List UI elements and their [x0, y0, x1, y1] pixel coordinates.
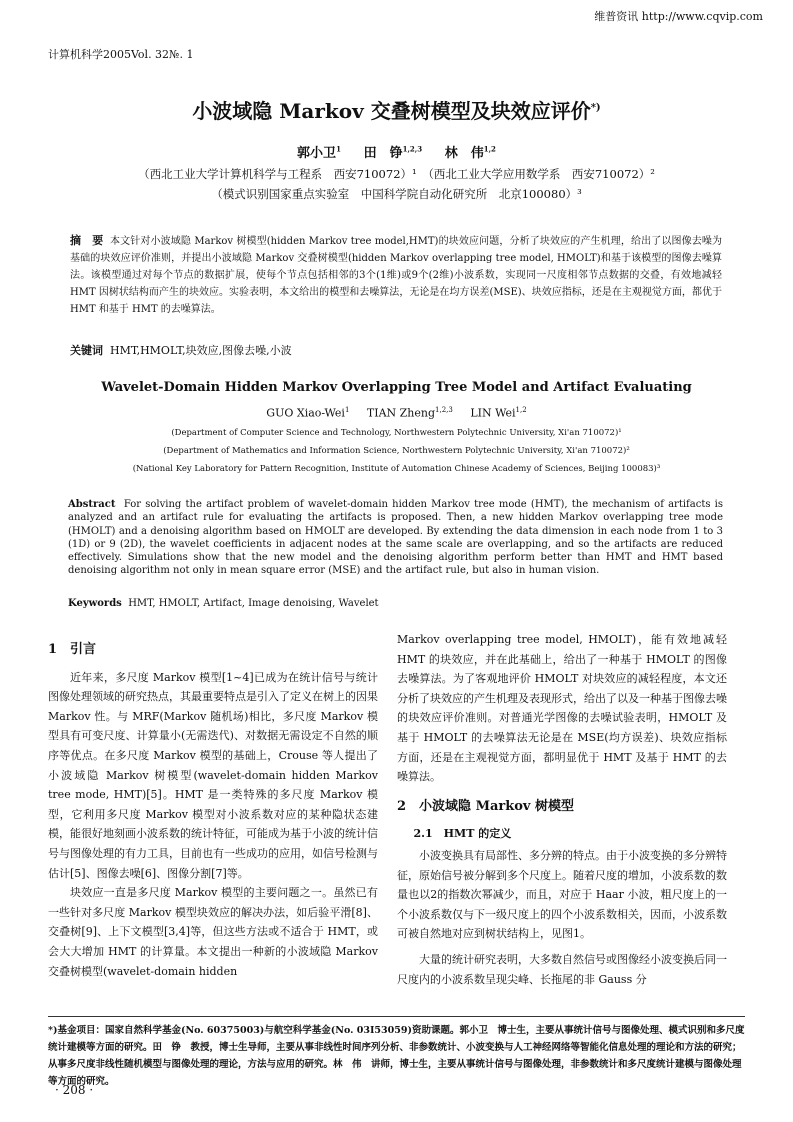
page-number: · 208 · [55, 1083, 94, 1097]
paragraph: 大量的统计研究表明，大多数自然信号或图像经小波变换后同一尺度内的小波系数呈现尖峰、长拖尾的非 Gauss 分 [397, 952, 727, 986]
keywords-en [68, 598, 379, 609]
abstract-cn [70, 232, 722, 318]
watermark: 维普资讯 http://www.cqvip.com [594, 10, 763, 23]
subsection-heading: 2.1 HMT 的定义 [413, 827, 512, 841]
section-heading: 2 小波域隐 Markov 树模型 [397, 798, 574, 814]
affiliation-en: (Department of Mathematics and Information Science, Northwestern Polytechnic University, Xi'an 710072)² [163, 446, 630, 456]
keywords-en-text: HMT, HMOLT, Artifact, Image denoising, Wavelet [128, 598, 379, 609]
footnote-rule [48, 1016, 745, 1017]
footnote: *)基金项目：国家自然科学基金(No. 60375003)与航空科学基金(No. 03I53059)资助课题。郭小卫 博士生，主要从事统计信号与图像处理、模式识别和多尺度统计建模等方面的研究。田 铮 教授，博士生导师，主要从事非线性时间序列分析、非参数统计、小波变换与人工神经网络等智能化信息处理的理论和方法的研究；从事多尺度非线性随机模型与图像处理的理论，方法与应用的研究。林 伟 讲师，博士生，主要从事统计信号与图像处理，非参数统计和多尺度统计建模与图像处理等方面的研究。 [48, 1025, 745, 1087]
paragraph: 块效应一直是多尺度 Markov 模型的主要问题之一。虽然已有一些针对多尺度 Markov 模型块效应的解决办法，如后验平滑[8]、交叠树[9]、上下文模型[3,4]等，但这些方法或不适合于 HMT，或会大大增加 HMT 的计算量。本文提出一种新的小波域隐 Markov 交叠树模型(wavelet-domain hidden [48, 886, 378, 978]
keywords-cn-text: HMT,HMOLT,块效应,图像去噪,小波 [110, 344, 292, 357]
paper-title [0, 95, 793, 124]
journal-header: 计算机科学2005Vol. 32№. 1 [48, 48, 194, 61]
paragraph: Markov overlapping tree model, HMOLT)，能有效地减轻 HMT 的块效应，并在此基础上，给出了一种基于 HMOLT 的图像去噪算法。为了客观地评价 HMOLT 对块效应的减轻程度，本文还分析了块效应的产生机理及表现形式，给出了以及一种基于图像去噪的块效应评价准则。对普通光学图像的去噪试验表明，HMOLT 及基于 HMOLT 的去噪算法无论是在 MSE(均方误差)、块效应指标方面，还是在主观视觉方面，都明显优于 HMT 及基于 HMT 的去噪算法。 [397, 633, 727, 784]
abstract-en-label: Abstract [68, 499, 116, 510]
authors-cn: 郭小卫$^1$ 田 铮$^{1,2,3}$ 林 伟$^{1,2}$ [297, 144, 496, 161]
keywords-en-label: Keywords [68, 598, 122, 609]
affiliation-cn: （模式识别国家重点实验室 中国科学院自动化研究所 北京100080）³ [211, 187, 582, 201]
author-name: 郭小卫 [297, 146, 337, 161]
english-title: Wavelet-Domain Hidden Markov Overlapping Tree Model and Artifact Evaluating [101, 380, 692, 395]
left-column [48, 640, 378, 981]
author-name: 林 伟 [444, 146, 484, 161]
paragraph: 近年来，多尺度 Markov 模型[1~4]已成为在统计信号与统计图像处理领域的研究热点，其最重要特点是引入了定义在树上的因果 Markov 性。与 MRF(Markov 随机场)相比，多尺度 Markov 模型具有可变尺度、计算量小(无需迭代)、对数据无需设定不自然的顺序等优点。在多尺度 Markov 模型的基础上，Crouse 等人提出了小波域隐 Markov 树模型(wavelet-domain hidden Markov tree mode, HMT)[5]。HMT 是一类特殊的多尺度 Markov 模型，它利用多尺度 Markov 模型对小波系数对应的某种隐状态建模，能很好地刻画小波系数的统计特征，可能成为基于小波的统计信号与图像处理的有力工具，目前也有一些成功的应用，如信号检测与估计[5]、图像去噪[6]、图像分割[7]等。 [48, 670, 378, 880]
affiliation-cn: （西北工业大学计算机科学与工程系 西安710072）¹ （西北工业大学应用数学系 西安710072）² [138, 167, 655, 181]
authors-en: GUO Xiao-Wei$^1$ TIAN Zheng$^{1,2,3}$ LIN Wei$^{1,2}$ [266, 406, 527, 420]
abstract-cn-text: 本文针对小波域隐 Markov 树模型(hidden Markov tree model,HMT)的块效应问题，分析了块效应的产生机理，给出了以图像去噪为基础的块效应评价准则，并提出小波域隐 Markov 交叠树模型(hidden Markov overlapping tree model, HMOLT)和基于该模型的图像去噪算法。该模型通过对每个节点的数据扩展，使每个节点包括相邻的3个(1维)或9个(2维)小波系数，实现同一尺度相邻节点数据的交叠，有效地减轻 HMT 因树状结构而产生的块效应。实验表明，本文给出的模型和去噪算法，无论是在均方误差(MSE)、块效应指标，还是在主观视觉方面，都优于 HMT 和基于 HMT 的去噪算法。 [70, 236, 723, 315]
abstract-en-text: For solving the artifact problem of wavelet-domain hidden Markov tree mode (HMT), the mechanism of artifacts is analyzed and an artifact rule for evaluating the artifacts is proposed. Then, a new hidden Markov overlapping tree mode (HMOLT) and a denoising algorithm based on HMOLT are developed. By extending the data dimension in each node from 1 to 3 (1D) or 9 (2D), the wavelet coefficients in adjacent nodes at the same scale are overlapping, and so the artifacts are reduced effectively. Simulations show that the new model and the denoising algorithm perform better than HMT and HMT based denoising algorithm not only in mean square error (MSE) and the artifact rule, but also in human vision. [68, 499, 724, 577]
keywords-cn-label: 关键词 [70, 344, 103, 357]
paragraph: 小波变换具有局部性、多分辨的特点。由于小波变换的多分辨特征，原始信号被分解到多个尺度上。随着尺度的增加，小波系数的数量也以2的指数次幂减少，而且，对应于 Haar 小波，粗尺度上的一个小波系数仅与下一级尺度上的四个小波系数相关，因而，小波系数可被自然地对应到树状结构上，见图1。 [397, 848, 727, 941]
title-mark: *) [590, 102, 601, 114]
right-column [397, 630, 727, 989]
abstract-en [68, 498, 723, 578]
section-heading: 1 引言 [48, 642, 97, 657]
author-name: 田 铮 [363, 146, 403, 161]
affiliation-en: (Department of Computer Science and Technology, Northwestern Polytechnic University, Xi'an 710072)¹ [171, 428, 622, 438]
keywords-cn [70, 342, 292, 358]
abstract-cn-label: 摘 要 [70, 234, 104, 247]
affiliation-en: (National Key Laboratory for Pattern Recognition, Institute of Automation Chinese Academy of Sciences, Beijing 100083)³ [132, 464, 661, 474]
title-text: 小波域隐 Markov 交叠树模型及块效应评价 [192, 99, 591, 123]
